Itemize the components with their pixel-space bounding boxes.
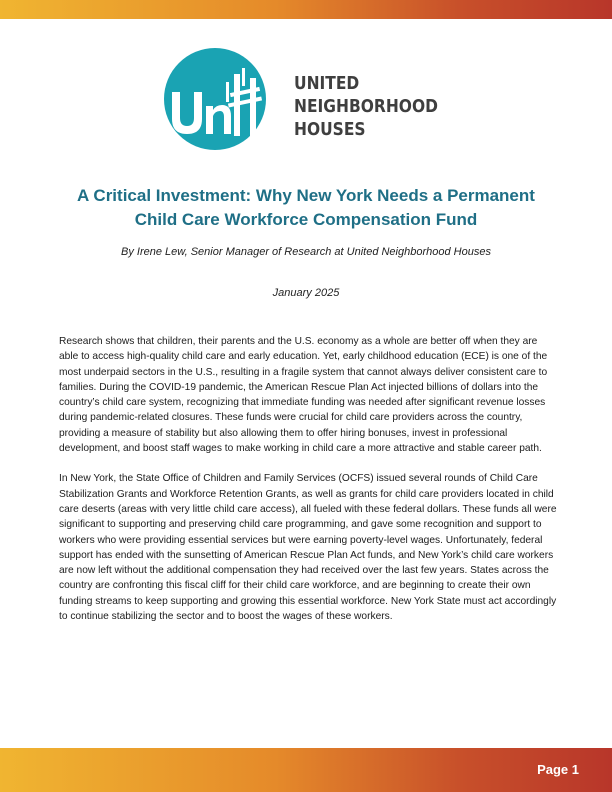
logo-line-houses: HOUSES bbox=[294, 119, 366, 140]
author-byline: By Irene Lew, Senior Manager of Research at United Neighborhood Houses bbox=[121, 246, 491, 258]
publication-date: January 2025 bbox=[272, 287, 340, 299]
title-line-2: Child Care Workforce Compensation Fund bbox=[134, 210, 478, 229]
body-text bbox=[59, 334, 559, 639]
logo-line-united: UNITED bbox=[294, 73, 360, 94]
title-line-1: A Critical Investment: Why New York Needs a Permanent bbox=[77, 186, 535, 205]
paragraph-2: In New York, the State Office of Children and Family Services (OCFS) issued several rounds of Child Care Stabilization Grants and Workforce Retention Grants, as well as grants for child care providers located in child care deserts (areas with very little child care access), all fueled with these federal dollars. These funds all were significant to supporting and preserving child care programming, and gave some recognition and support to workers who were providing essential services but were earning poverty-level wages. Unfortunately, federal support has ended with the sunsetting of American Rescue Plan Act funds, and New York’s child care workers are now left without the additional compensation they had received over the last few years. States across the country are confronting this fiscal cliff for their child care workforce, and are beginning to create their own funding streams to keep supporting and growing this essential workforce. New York State must act accordingly to continue stabilizing the sector and to boost the wages of these workers. bbox=[59, 473, 557, 623]
logo-wordmark bbox=[294, 72, 438, 141]
document-title bbox=[40, 184, 572, 232]
paragraph-1: Research shows that children, their parents and the U.S. economy as a whole are better off when they are able to access high-quality child care and early education. Yet, early childhood education (ECE) is one of the most underpaid sectors in the U.S., resulting in a fragile system that cannot always deliver consistent care to families. During the COVID-19 pandemic, the American Rescue Plan Act injected billions of dollars into the country’s child care system, recognizing that immediate funding was needed after significant revenue losses during pandemic-related closures. These funds were crucial for child care providers across the country, providing a measure of stability but also allowing them to offer hiring bonuses, invest in professional development, and boost staff wages to make working in child care a more attractive and stable career path. bbox=[59, 336, 548, 455]
unh-logo bbox=[164, 48, 454, 148]
logo-line-neighborhood: NEIGHBORHOOD bbox=[294, 96, 438, 117]
footer-bar bbox=[0, 748, 612, 792]
page-number: Page 1 bbox=[537, 762, 579, 777]
top-decorative-bar bbox=[0, 0, 612, 19]
unh-monogram-icon bbox=[164, 48, 266, 150]
